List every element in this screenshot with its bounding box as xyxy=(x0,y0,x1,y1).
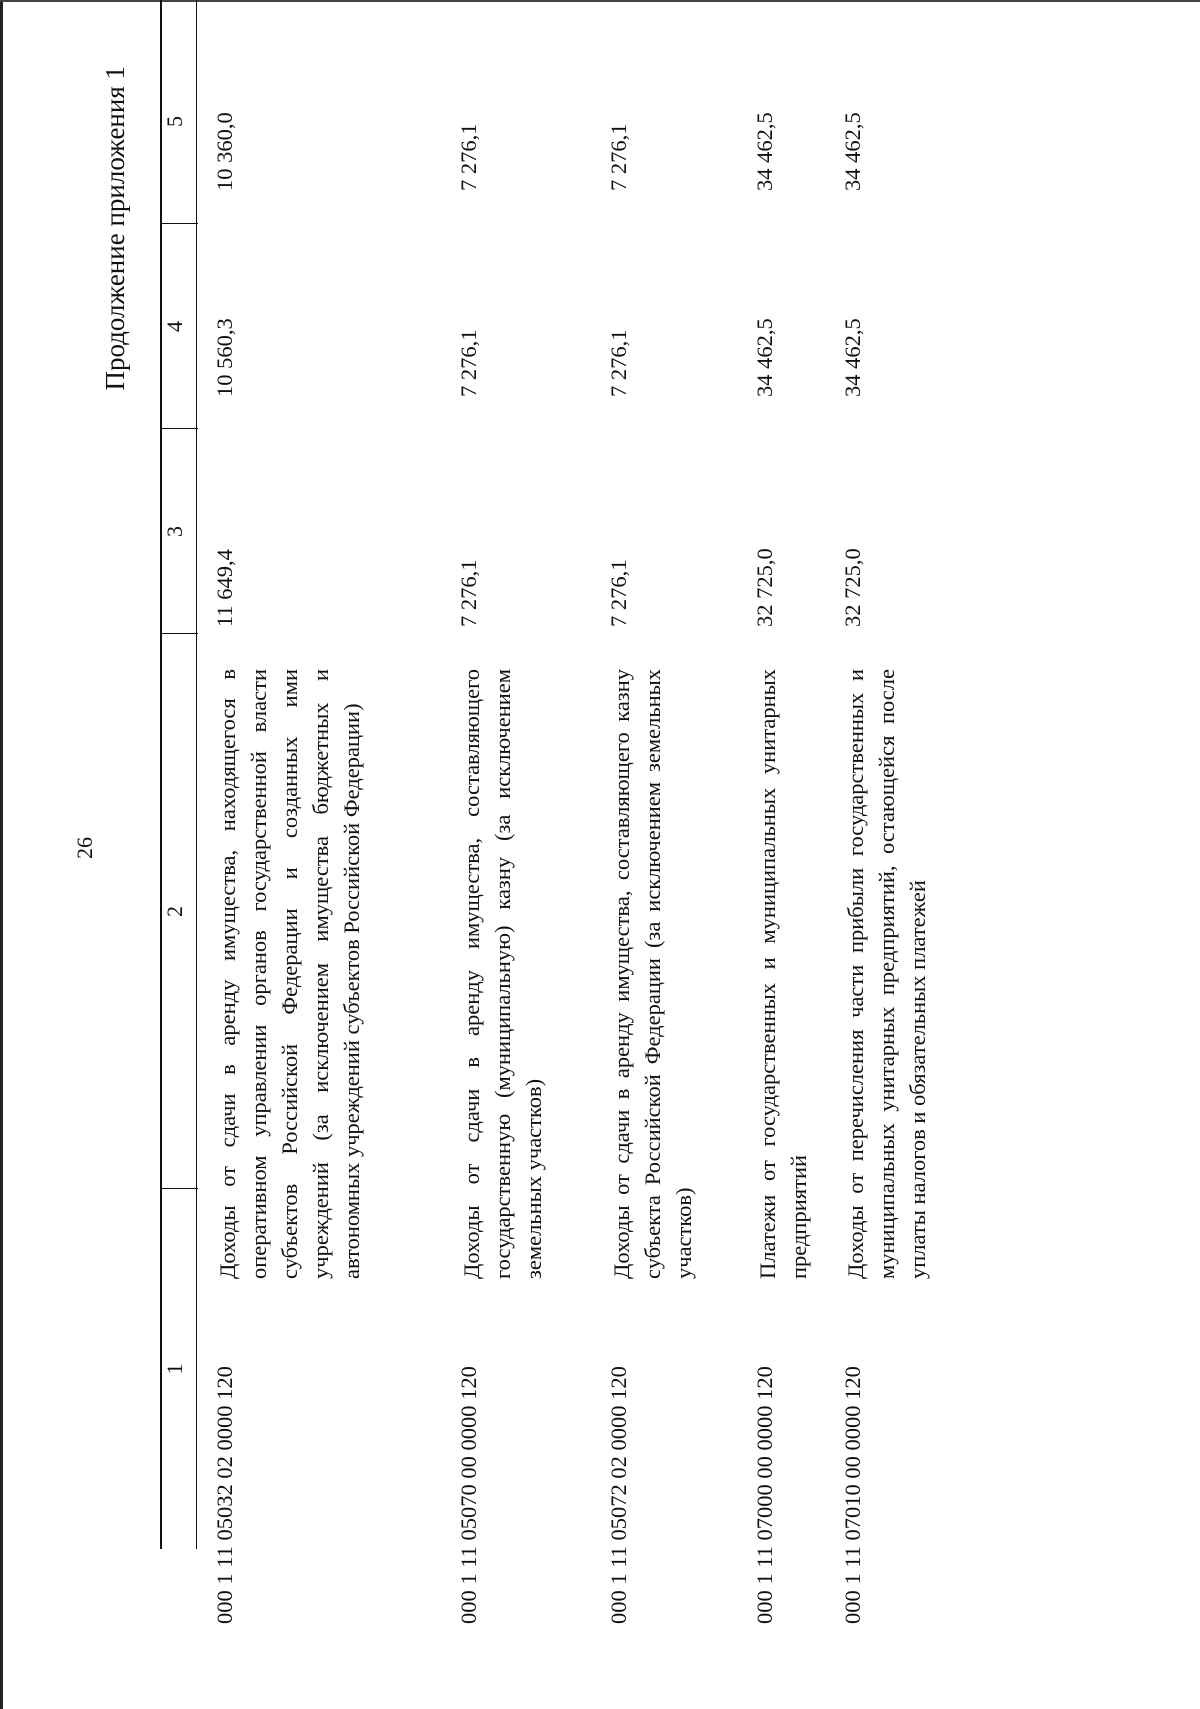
row-value-col5: 34 462,5 xyxy=(840,112,865,191)
column-number: 4 xyxy=(162,321,187,332)
row-description: Доходы от сдачи в аренду имущества, составляющего государственную (муниципальную) казну (за исключением земельных участков) xyxy=(459,669,546,1279)
row-description: Платежи от государственных и муниципальных унитарных предприятий xyxy=(755,669,811,1279)
row-value-col5: 10 360,0 xyxy=(212,112,237,191)
row-value-col3: 11 649,4 xyxy=(212,549,237,627)
row-code: 000 1 11 05070 00 0000 120 xyxy=(456,1366,481,1624)
column-number: 2 xyxy=(162,906,187,917)
row-code: 000 1 11 05072 02 0000 120 xyxy=(606,1366,631,1624)
row-description: Доходы от сдачи в аренду имущества, находящегося в оперативном управлении органов государственной власти субъектов Российской Федерации и созданных ими учреждений (за исключением имущества бюджетных и автономных учреждений субъектов Российской Федерации) xyxy=(215,669,364,1279)
row-value-col4: 7 276,1 xyxy=(456,329,481,397)
row-value-col3: 7 276,1 xyxy=(456,559,481,627)
row-value-col3: 32 725,0 xyxy=(752,548,777,627)
row-code: 000 1 11 05032 02 0000 120 xyxy=(212,1366,237,1624)
row-value-col4: 7 276,1 xyxy=(606,329,631,397)
row-value-col4: 34 462,5 xyxy=(752,318,777,397)
row-code: 000 1 11 07010 00 0000 120 xyxy=(840,1366,865,1624)
table-header-bottom-rule xyxy=(196,0,197,1549)
row-value-col3: 7 276,1 xyxy=(606,559,631,627)
page-number: 26 xyxy=(72,837,97,859)
row-value-col3: 32 725,0 xyxy=(840,548,865,627)
row-value-col5: 7 276,1 xyxy=(456,123,481,191)
row-description: Доходы от перечисления части прибыли государственных и муниципальных унитарных предприятий, остающейся после уплаты налогов и обязательных платежей xyxy=(843,669,930,1279)
row-value-col5: 7 276,1 xyxy=(606,123,631,191)
continuation-label: Продолжение приложения 1 xyxy=(100,66,130,391)
column-number: 5 xyxy=(162,116,187,127)
row-value-col4: 10 560,3 xyxy=(212,318,237,397)
row-code: 000 1 11 07000 00 0000 120 xyxy=(752,1366,777,1624)
row-value-col4: 34 462,5 xyxy=(840,318,865,397)
row-description: Доходы от сдачи в аренду имущества, составляющего казну субъекта Российской Федерации (за исключением земельных участков) xyxy=(609,669,696,1279)
column-number: 3 xyxy=(162,526,187,537)
row-value-col5: 34 462,5 xyxy=(752,112,777,191)
column-number: 1 xyxy=(162,1363,187,1375)
